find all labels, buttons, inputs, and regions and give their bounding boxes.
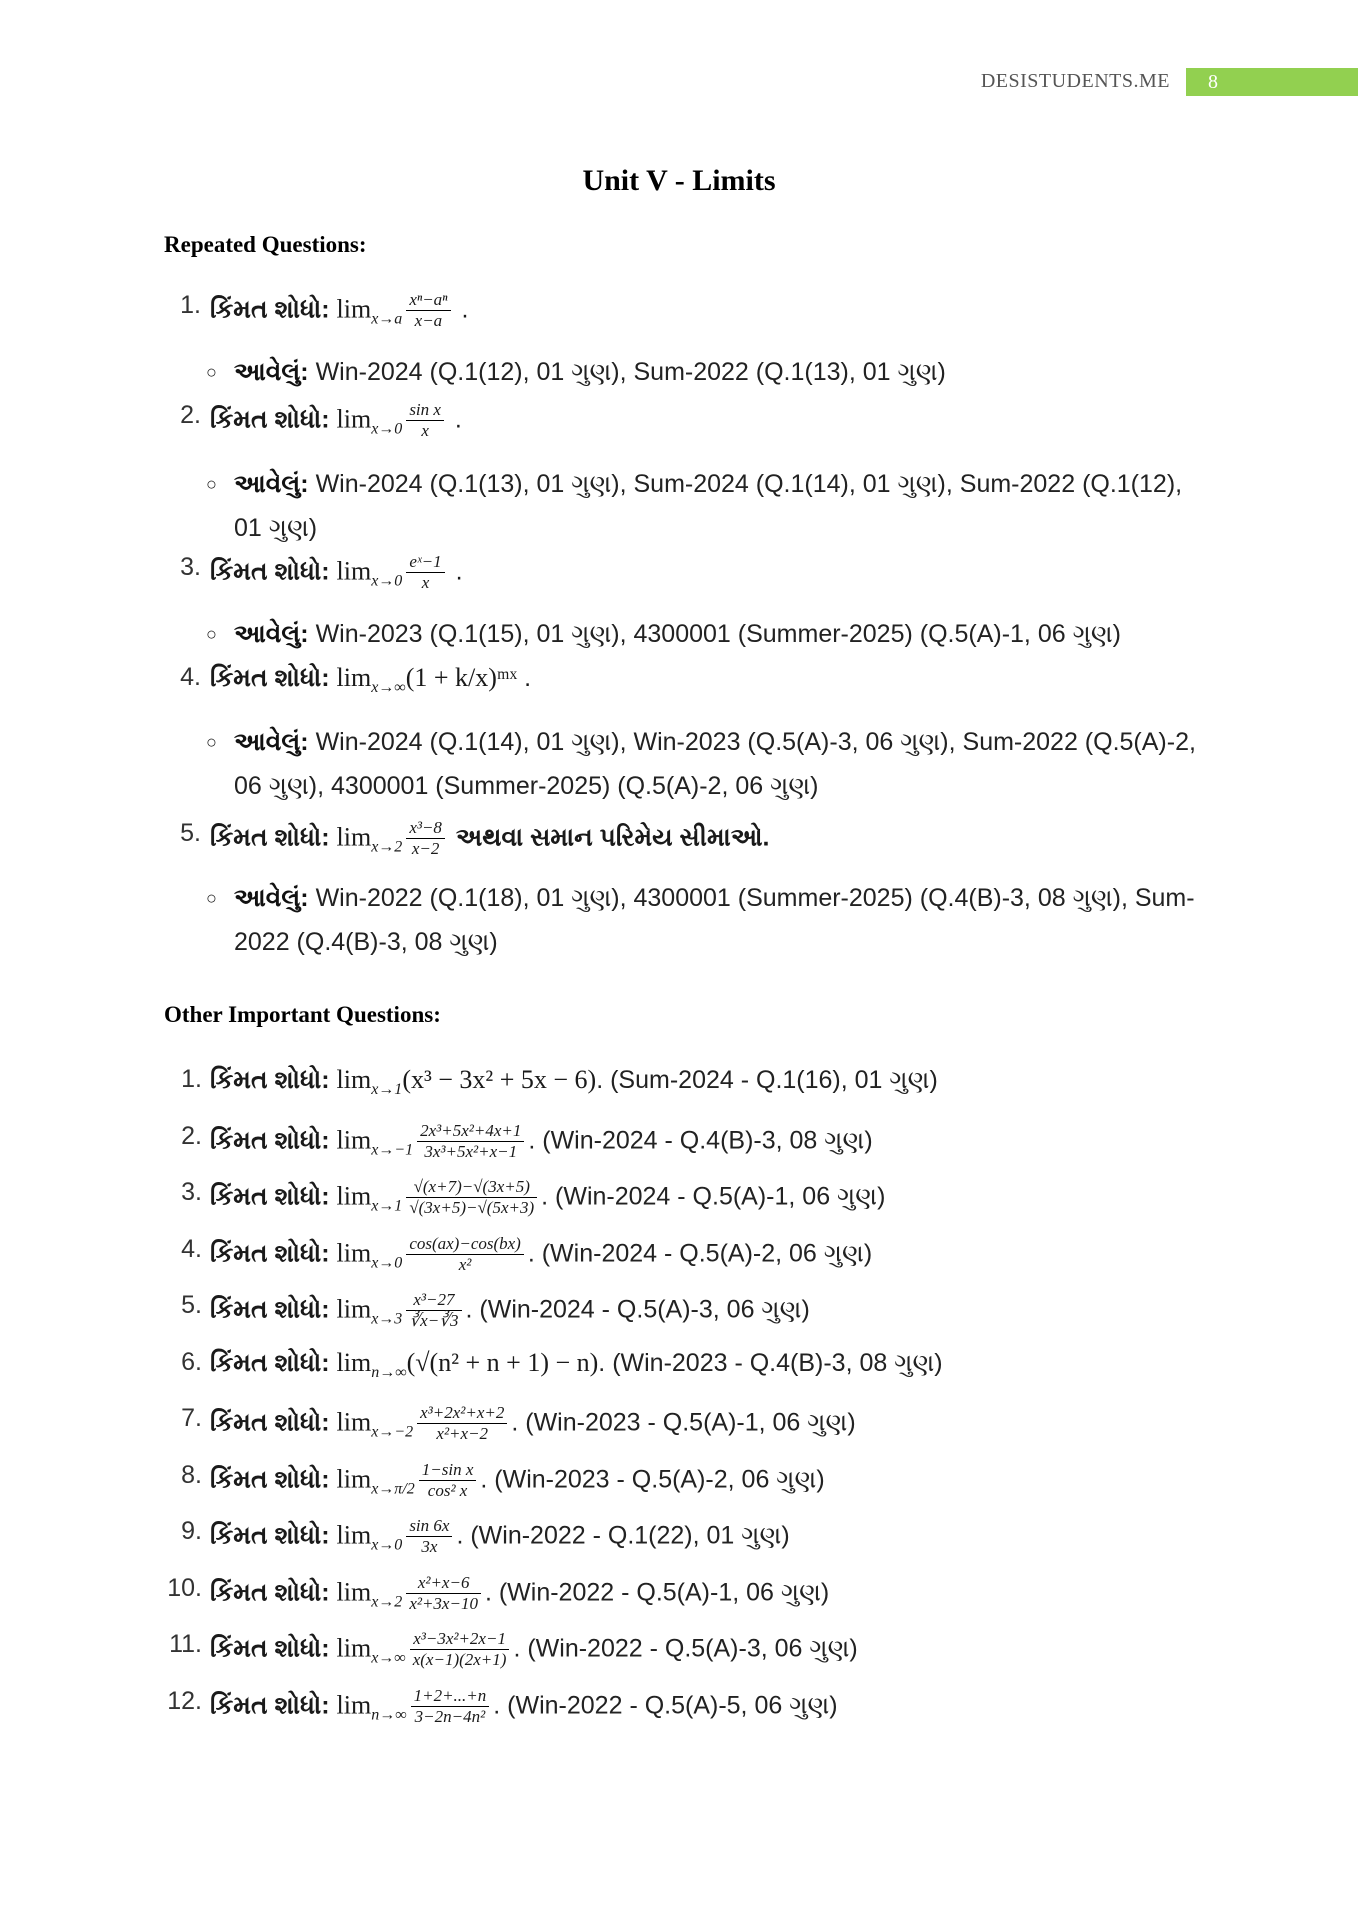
limit-subscript: x→0 [371,420,403,438]
limit-operator: lim [336,1577,372,1606]
denominator: x²+3x−10 [409,1593,478,1613]
question-label: કિંમત શોધો: [210,664,330,692]
appeared-sources: Win-2024 (Q.1(14), 01 ગુણ), Win-2023 (Q.5(A)-3, 06 ગુણ), Sum-2022 (Q.5(A)-2, 06 ગુણ), 4300001 (Summer-2025) (Q.5(A)-2, 06 ગુણ) [234,728,1196,800]
limit-subscript: x→−1 [371,1141,414,1158]
question-body [210,1290,810,1332]
numerator: √(x+7)−√(3x+5) [406,1177,537,1198]
limit-subscript: x→0 [371,1536,403,1554]
appeared-text [210,350,1200,394]
appeared-in [206,876,1200,964]
denominator: x [421,421,429,441]
repeated-heading: Repeated Questions: [164,232,367,257]
bullet-icon: ○ [206,624,217,644]
limit-operator: lim [336,1294,372,1324]
question-number: 5. [180,819,201,847]
question-body [210,1516,790,1558]
numerator: x³−27 [406,1290,461,1311]
limit-operator: lim [336,1238,372,1267]
limit-operator: lim [336,1407,372,1437]
limit-subscript: x→π/2 [371,1480,415,1497]
appeared-sources: Win-2022 (Q.1(18), 01 ગુણ), 4300001 (Summer-2025) (Q.4(B)-3, 08 ગુણ), Sum-2022 (Q.4(B)-3, 08 ગુણ) [234,884,1195,956]
question-label: કિંમત શોધો: [210,1465,330,1493]
bullet-icon: ○ [206,474,217,494]
question-body [210,1460,825,1502]
question-label: કિંમત શોધો: [210,823,330,852]
bullet-icon: ○ [206,362,217,382]
question-label: કિંમત શોધો: [210,1066,330,1094]
appeared-label: આવેલું: [234,620,309,648]
page-title: Unit V - Limits [582,164,776,197]
question-number: 10. [167,1573,202,1602]
denominator: 3x [421,1537,438,1557]
appeared-text [210,720,1200,808]
question-body [210,552,463,594]
question-body [210,290,468,332]
denominator: x [421,573,430,593]
appeared-label: આવેલું: [234,884,309,912]
denominator: x²+x−2 [436,1424,489,1444]
limit-subscript: x→∞ [371,679,406,696]
question-source: . (Win-2023 - Q.5(A)-1, 06 ગુણ) [511,1408,856,1437]
limit-operator: lim [336,822,372,852]
fraction [406,400,444,442]
fraction [406,818,445,860]
appeared-in [206,462,1200,550]
question-label: કિંમત શોધો: [210,1239,330,1267]
limit-operator: lim [336,404,372,434]
limit-operator: lim [336,1347,372,1377]
question-tail: અથવા સમાન પરિમેય સીમાઓ. [455,823,770,852]
fraction [406,1516,452,1558]
question-source: . (Win-2024 - Q.5(A)-1, 06 ગુણ) [541,1182,886,1211]
question-body [210,1573,829,1615]
limit-operator: lim [336,1181,372,1211]
denominator: x(x−1)(2x+1) [412,1650,507,1670]
appeared-sources: Win-2024 (Q.1(12), 01 ગુણ), Sum-2022 (Q.1(13), 01 ગુણ) [315,358,946,386]
denominator: ∛x−∛3 [409,1311,459,1331]
question-body [210,1686,838,1728]
limit-subscript: x→2 [371,838,403,856]
appeared-in [206,720,1200,808]
question-number: 7. [181,1404,202,1432]
fraction [406,1290,461,1332]
question-label: કિંમત શોધો: [210,295,330,324]
question-body [210,1403,856,1445]
denominator: x−a [414,311,443,331]
question-number: 3. [181,1178,202,1206]
question-label: કિંમત શોધો: [210,1408,330,1437]
question-source: . (Win-2022 - Q.5(A)-1, 06 ગુણ) [484,1578,830,1606]
appeared-text [210,612,1200,656]
limit-subscript: x→0 [371,572,403,590]
limit-operator: lim [336,1065,372,1094]
question-tail: . [524,664,532,692]
question-label: કિંમત શોધો: [210,1348,330,1377]
question-number: 4. [180,663,201,691]
appeared-in [206,350,1200,394]
limit-subscript: x→1 [371,1081,403,1098]
numerator: xⁿ−aⁿ [406,290,450,311]
fraction [406,1573,481,1615]
limit-operator: lim [336,663,372,692]
question-number: 1. [181,1065,202,1093]
appeared-sources: Win-2023 (Q.1(15), 01 ગુણ), 4300001 (Summer-2025) (Q.5(A)-1, 06 ગુણ) [315,620,1121,648]
limit-operator: lim [336,1125,372,1154]
question-body [210,1177,885,1219]
fraction [406,1234,524,1276]
question-label: કિંમત શોધો: [210,1634,330,1663]
numerator: sin 6x [406,1516,452,1537]
limit-subscript: n→∞ [371,1363,407,1381]
denominator: cos² x [427,1480,468,1500]
appeared-label: આવેલું: [234,470,309,498]
question-number: 2. [181,1121,202,1150]
limit-subscript: x→−2 [371,1423,414,1441]
question-source: . (Sum-2024 - Q.1(16), 01 ગુણ) [596,1066,938,1094]
question-source: . (Win-2023 - Q.4(B)-3, 08 ગુણ) [598,1348,943,1377]
question-number: 6. [181,1347,202,1376]
bullet-icon: ○ [206,888,217,908]
question-source: . (Win-2022 - Q.1(22), 01 ગુણ) [456,1521,790,1550]
numerator: x³+2x²+x+2 [417,1403,507,1424]
expression: (1 + k/x)ᵐˣ [405,663,518,692]
limit-operator: lim [336,1520,372,1550]
question-number: 3. [180,553,201,581]
denominator: x−2 [411,839,440,859]
numerator: 1−sin x [419,1460,477,1481]
question-tail: . [454,405,462,434]
fraction [406,1177,537,1219]
limit-operator: lim [336,294,372,324]
limit-operator: lim [336,556,372,586]
numerator: cos(ax)−cos(bx) [406,1234,524,1255]
appeared-text [210,462,1200,550]
question-number: 1. [180,291,201,319]
question-label: કિંમત શોધો: [210,1691,330,1719]
numerator: eˣ−1 [406,552,444,573]
fraction [411,1686,490,1728]
denominator: x² [458,1254,472,1274]
fraction [410,1629,510,1671]
bullet-icon: ○ [206,732,217,752]
question-label: કિંમત શોધો: [210,557,330,586]
question-body [210,662,531,697]
question-body [210,1629,858,1671]
denominator: √(3x+5)−√(5x+3) [409,1198,535,1218]
question-label: કિંમત શોધો: [210,1126,330,1154]
question-number: 5. [181,1291,202,1319]
question-body [210,818,769,860]
limit-operator: lim [336,1690,372,1719]
question-label: કિંમત શોધો: [210,405,330,434]
question-number: 2. [180,401,201,429]
limit-subscript: x→1 [371,1197,403,1215]
question-number: 12. [167,1686,202,1715]
page-number: 8 [1186,68,1358,96]
appeared-in [206,612,1200,656]
denominator: 3x³+5x²+x−1 [424,1141,518,1161]
question-number: 8. [181,1460,202,1489]
question-tail: . [461,295,469,324]
fraction [406,552,444,594]
question-label: કિંમત શોધો: [210,1578,330,1606]
fraction [417,1403,507,1445]
question-number: 9. [181,1517,202,1545]
limit-subscript: x→2 [371,1593,403,1610]
question-body [210,1121,873,1163]
appeared-text [210,876,1200,964]
fraction [417,1121,524,1163]
question-number: 4. [181,1234,202,1263]
other-heading: Other Important Questions: [164,1002,441,1027]
fraction [419,1460,477,1502]
limit-subscript: x→a [371,310,403,328]
limit-subscript: n→∞ [371,1706,407,1723]
numerator: x³−8 [406,818,445,839]
numerator: sin x [406,400,444,421]
question-body [210,400,462,442]
question-number: 11. [169,1630,202,1658]
question-source: . (Win-2023 - Q.5(A)-2, 06 ગુણ) [480,1465,825,1493]
question-source: . (Win-2024 - Q.5(A)-2, 06 ગુણ) [527,1239,873,1267]
expression: (x³ − 3x² + 5x − 6) [402,1065,597,1094]
limit-subscript: x→∞ [371,1649,406,1667]
limit-operator: lim [336,1633,372,1663]
expression: (√(n² + n + 1) − n) [406,1347,599,1377]
question-tail: . [455,557,463,586]
numerator: 2x³+5x²+4x+1 [417,1121,524,1142]
question-source: . (Win-2022 - Q.5(A)-3, 06 ગુણ) [513,1634,858,1663]
appeared-sources: Win-2024 (Q.1(13), 01 ગુણ), Sum-2024 (Q.1(14), 01 ગુણ), Sum-2022 (Q.1(12), 01 ગુણ) [234,470,1183,542]
appeared-label: આવેલું: [234,358,309,386]
question-label: કિંમત શોધો: [210,1182,330,1211]
question-label: કિંમત શોધો: [210,1295,330,1324]
limit-subscript: x→0 [371,1254,403,1271]
numerator: x²+x−6 [406,1573,481,1594]
limit-operator: lim [336,1464,372,1493]
numerator: 1+2+...+n [411,1686,490,1707]
question-source: . (Win-2024 - Q.5(A)-3, 06 ગુણ) [465,1295,810,1324]
site-name: DESISTUDENTS.ME [980,70,1170,92]
fraction [406,290,450,332]
question-body [210,1064,938,1099]
limit-subscript: x→3 [371,1310,403,1328]
question-label: કિંમત શોધો: [210,1521,330,1550]
appeared-label: આવેલું: [234,728,309,756]
question-source: . (Win-2022 - Q.5(A)-5, 06 ગુણ) [493,1691,838,1719]
question-body [210,1347,943,1382]
question-source: . (Win-2024 - Q.4(B)-3, 08 ગુણ) [528,1126,873,1154]
denominator: 3−2n−4n² [414,1706,486,1726]
numerator: x³−3x²+2x−1 [410,1629,510,1650]
question-body [210,1234,872,1276]
